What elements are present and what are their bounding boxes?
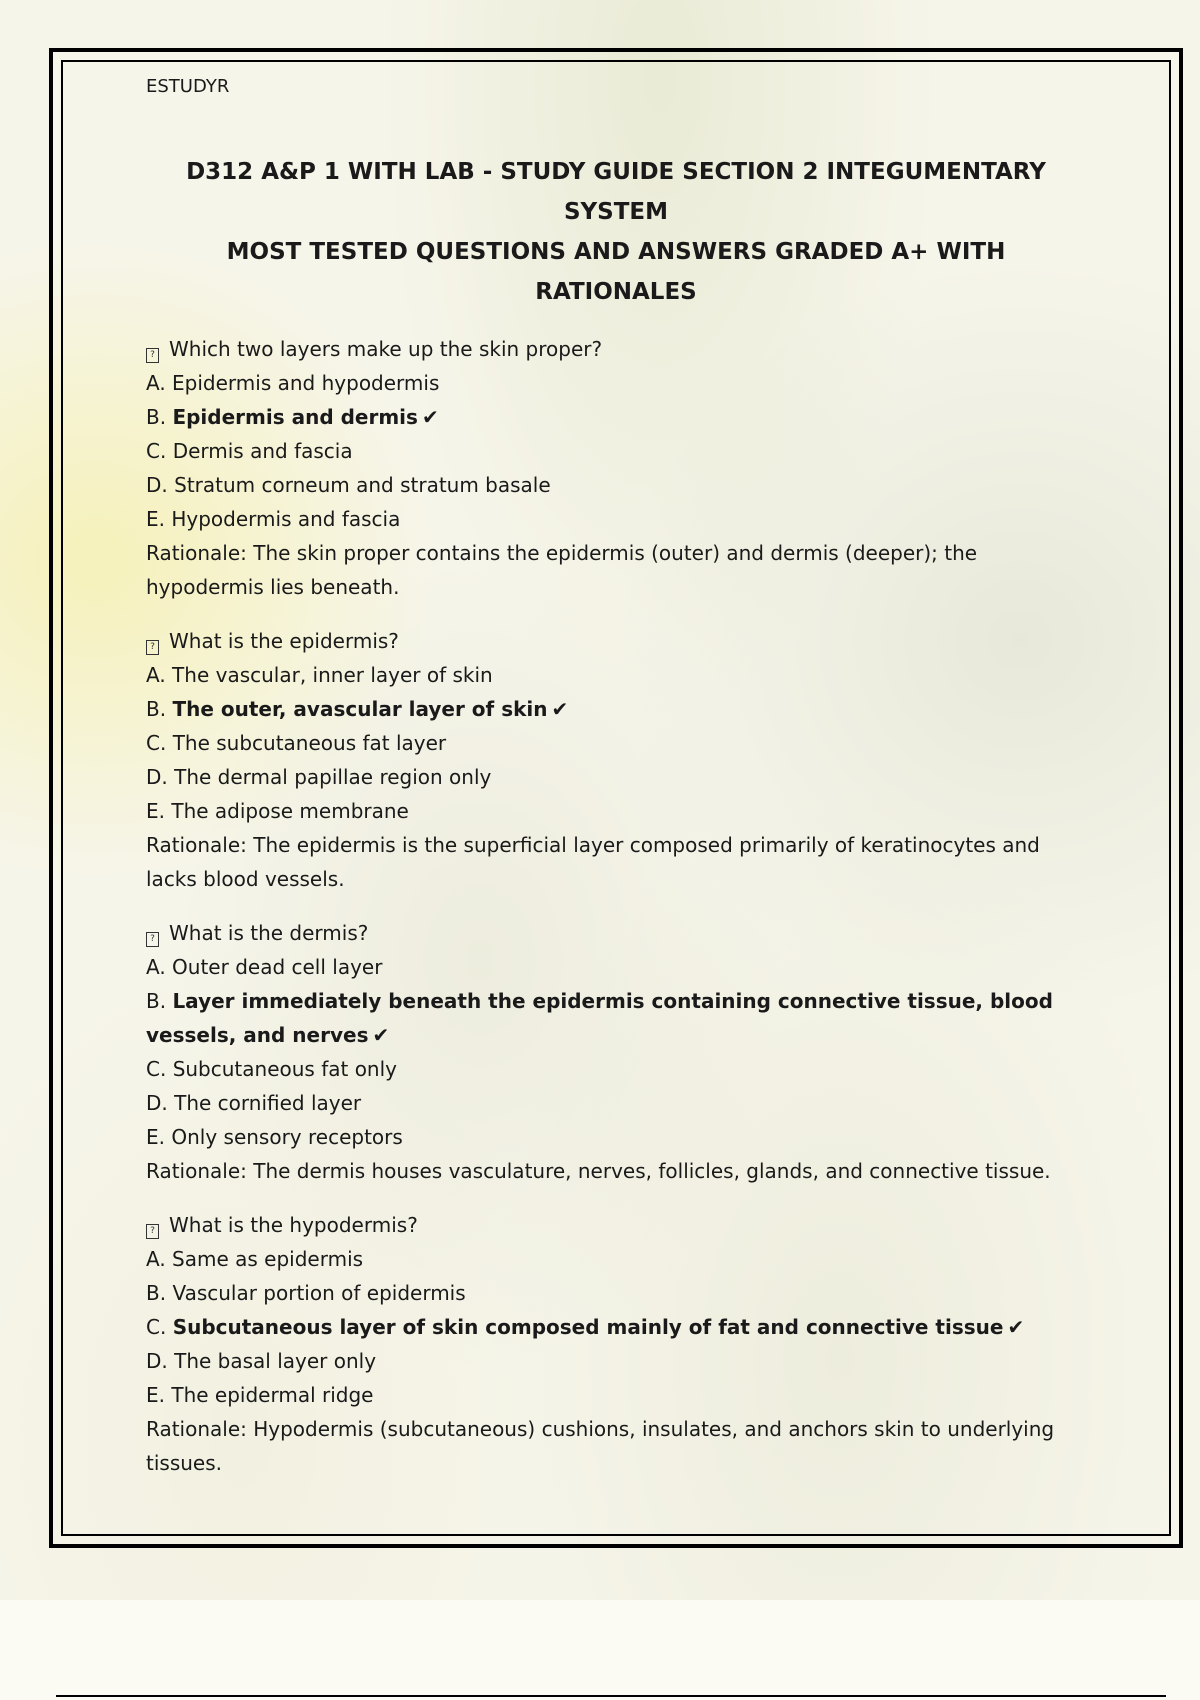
answer-option [146, 950, 1086, 984]
answer-option-correct [146, 400, 1086, 434]
option-letter: C. [146, 439, 167, 463]
checkmark-icon: ✔ [421, 405, 439, 429]
footer-divider [56, 1695, 1166, 1697]
question-box-icon: ? [146, 348, 159, 363]
answer-option [146, 658, 1086, 692]
option-text: The outer, avascular layer of skin [172, 697, 548, 721]
answer-option [146, 502, 1086, 536]
option-letter: C. [146, 1315, 167, 1339]
answer-option [146, 1120, 1086, 1154]
option-text: Only sensory receptors [171, 1125, 403, 1149]
option-text: The adipose membrane [171, 799, 409, 823]
option-letter: E. [146, 1383, 165, 1407]
answer-option [146, 1052, 1086, 1086]
option-text: Hypodermis and fascia [171, 507, 401, 531]
option-letter: B. [146, 697, 167, 721]
question-line [146, 916, 1086, 950]
answer-option [146, 1086, 1086, 1120]
option-text: Same as epidermis [172, 1247, 364, 1271]
question-line [146, 332, 1086, 366]
answer-option [146, 366, 1086, 400]
document-title [146, 152, 1086, 312]
answer-option [146, 1378, 1086, 1412]
option-letter: E. [146, 507, 165, 531]
option-text: The cornified layer [174, 1091, 362, 1115]
question-list [146, 332, 1086, 1480]
question-text: Which two layers make up the skin proper? [169, 337, 603, 361]
answer-option [146, 760, 1086, 794]
question-line [146, 1208, 1086, 1242]
option-text: Dermis and fascia [172, 439, 353, 463]
answer-option [146, 1276, 1086, 1310]
option-letter: B. [146, 405, 167, 429]
question-line [146, 624, 1086, 658]
document-content [146, 70, 1086, 1500]
question-box-icon: ? [146, 640, 159, 655]
option-letter: A. [146, 1247, 166, 1271]
answer-option [146, 794, 1086, 828]
option-letter: B. [146, 1281, 167, 1305]
title-line-2: MOST TESTED QUESTIONS AND ANSWERS GRADED A+ WITH RATIONALES [226, 239, 1006, 305]
answer-option-correct [146, 692, 1086, 726]
option-letter: C. [146, 731, 167, 755]
option-letter: C. [146, 1057, 167, 1081]
checkmark-icon: ✔ [372, 1023, 390, 1047]
option-letter: A. [146, 663, 166, 687]
option-letter: D. [146, 473, 168, 497]
answer-option [146, 434, 1086, 468]
question-block [146, 624, 1086, 896]
option-letter: A. [146, 955, 166, 979]
option-letter: E. [146, 1125, 165, 1149]
option-text: The vascular, inner layer of skin [172, 663, 493, 687]
option-letter: D. [146, 1349, 168, 1373]
answer-option [146, 726, 1086, 760]
option-text: The basal layer only [174, 1349, 377, 1373]
answer-option-correct [146, 1310, 1086, 1344]
checkmark-icon: ✔ [551, 697, 569, 721]
option-letter: E. [146, 799, 165, 823]
option-text: Stratum corneum and stratum basale [174, 473, 551, 497]
question-text: What is the dermis? [169, 921, 369, 945]
rationale-text: Rationale: Hypodermis (subcutaneous) cushions, insulates, and anchors skin to underlying tissues. [146, 1417, 1055, 1475]
question-block [146, 332, 1086, 604]
brand-label: ESTUDYR [146, 76, 230, 97]
question-block [146, 916, 1086, 1188]
option-letter: D. [146, 765, 168, 789]
question-text: What is the epidermis? [169, 629, 399, 653]
answer-option [146, 1242, 1086, 1276]
question-text: What is the hypodermis? [169, 1213, 418, 1237]
title-line-1: D312 A&P 1 WITH LAB - STUDY GUIDE SECTION 2 INTEGUMENTARY SYSTEM [186, 159, 1046, 225]
option-text: Outer dead cell layer [172, 955, 383, 979]
rationale-text: Rationale: The epidermis is the superficial layer composed primarily of keratinocytes and lacks blood vessels. [146, 833, 1040, 891]
option-text: Epidermis and hypodermis [172, 371, 440, 395]
option-text: Subcutaneous layer of skin composed mainly of fat and connective tissue [172, 1315, 1004, 1339]
option-letter: A. [146, 371, 166, 395]
rationale-text: Rationale: The dermis houses vasculature, nerves, follicles, glands, and connective tissue. [146, 1159, 1051, 1183]
rationale-text: Rationale: The skin proper contains the epidermis (outer) and dermis (deeper); the hypodermis lies beneath. [146, 541, 978, 599]
option-letter: D. [146, 1091, 168, 1115]
option-text: The dermal papillae region only [174, 765, 492, 789]
question-box-icon: ? [146, 932, 159, 947]
option-text: Vascular portion of epidermis [172, 1281, 466, 1305]
option-letter: B. [146, 989, 167, 1013]
answer-option-correct [146, 984, 1086, 1052]
option-text: Epidermis and dermis [172, 405, 418, 429]
option-text: Layer immediately beneath the epidermis containing connective tissue, blood vessels, and nerves [146, 989, 1053, 1047]
option-text: The epidermal ridge [171, 1383, 374, 1407]
checkmark-icon: ✔ [1007, 1315, 1025, 1339]
option-text: Subcutaneous fat only [172, 1057, 397, 1081]
answer-option [146, 468, 1086, 502]
question-box-icon: ? [146, 1224, 159, 1239]
question-block [146, 1208, 1086, 1480]
option-text: The subcutaneous fat layer [172, 731, 447, 755]
answer-option [146, 1344, 1086, 1378]
